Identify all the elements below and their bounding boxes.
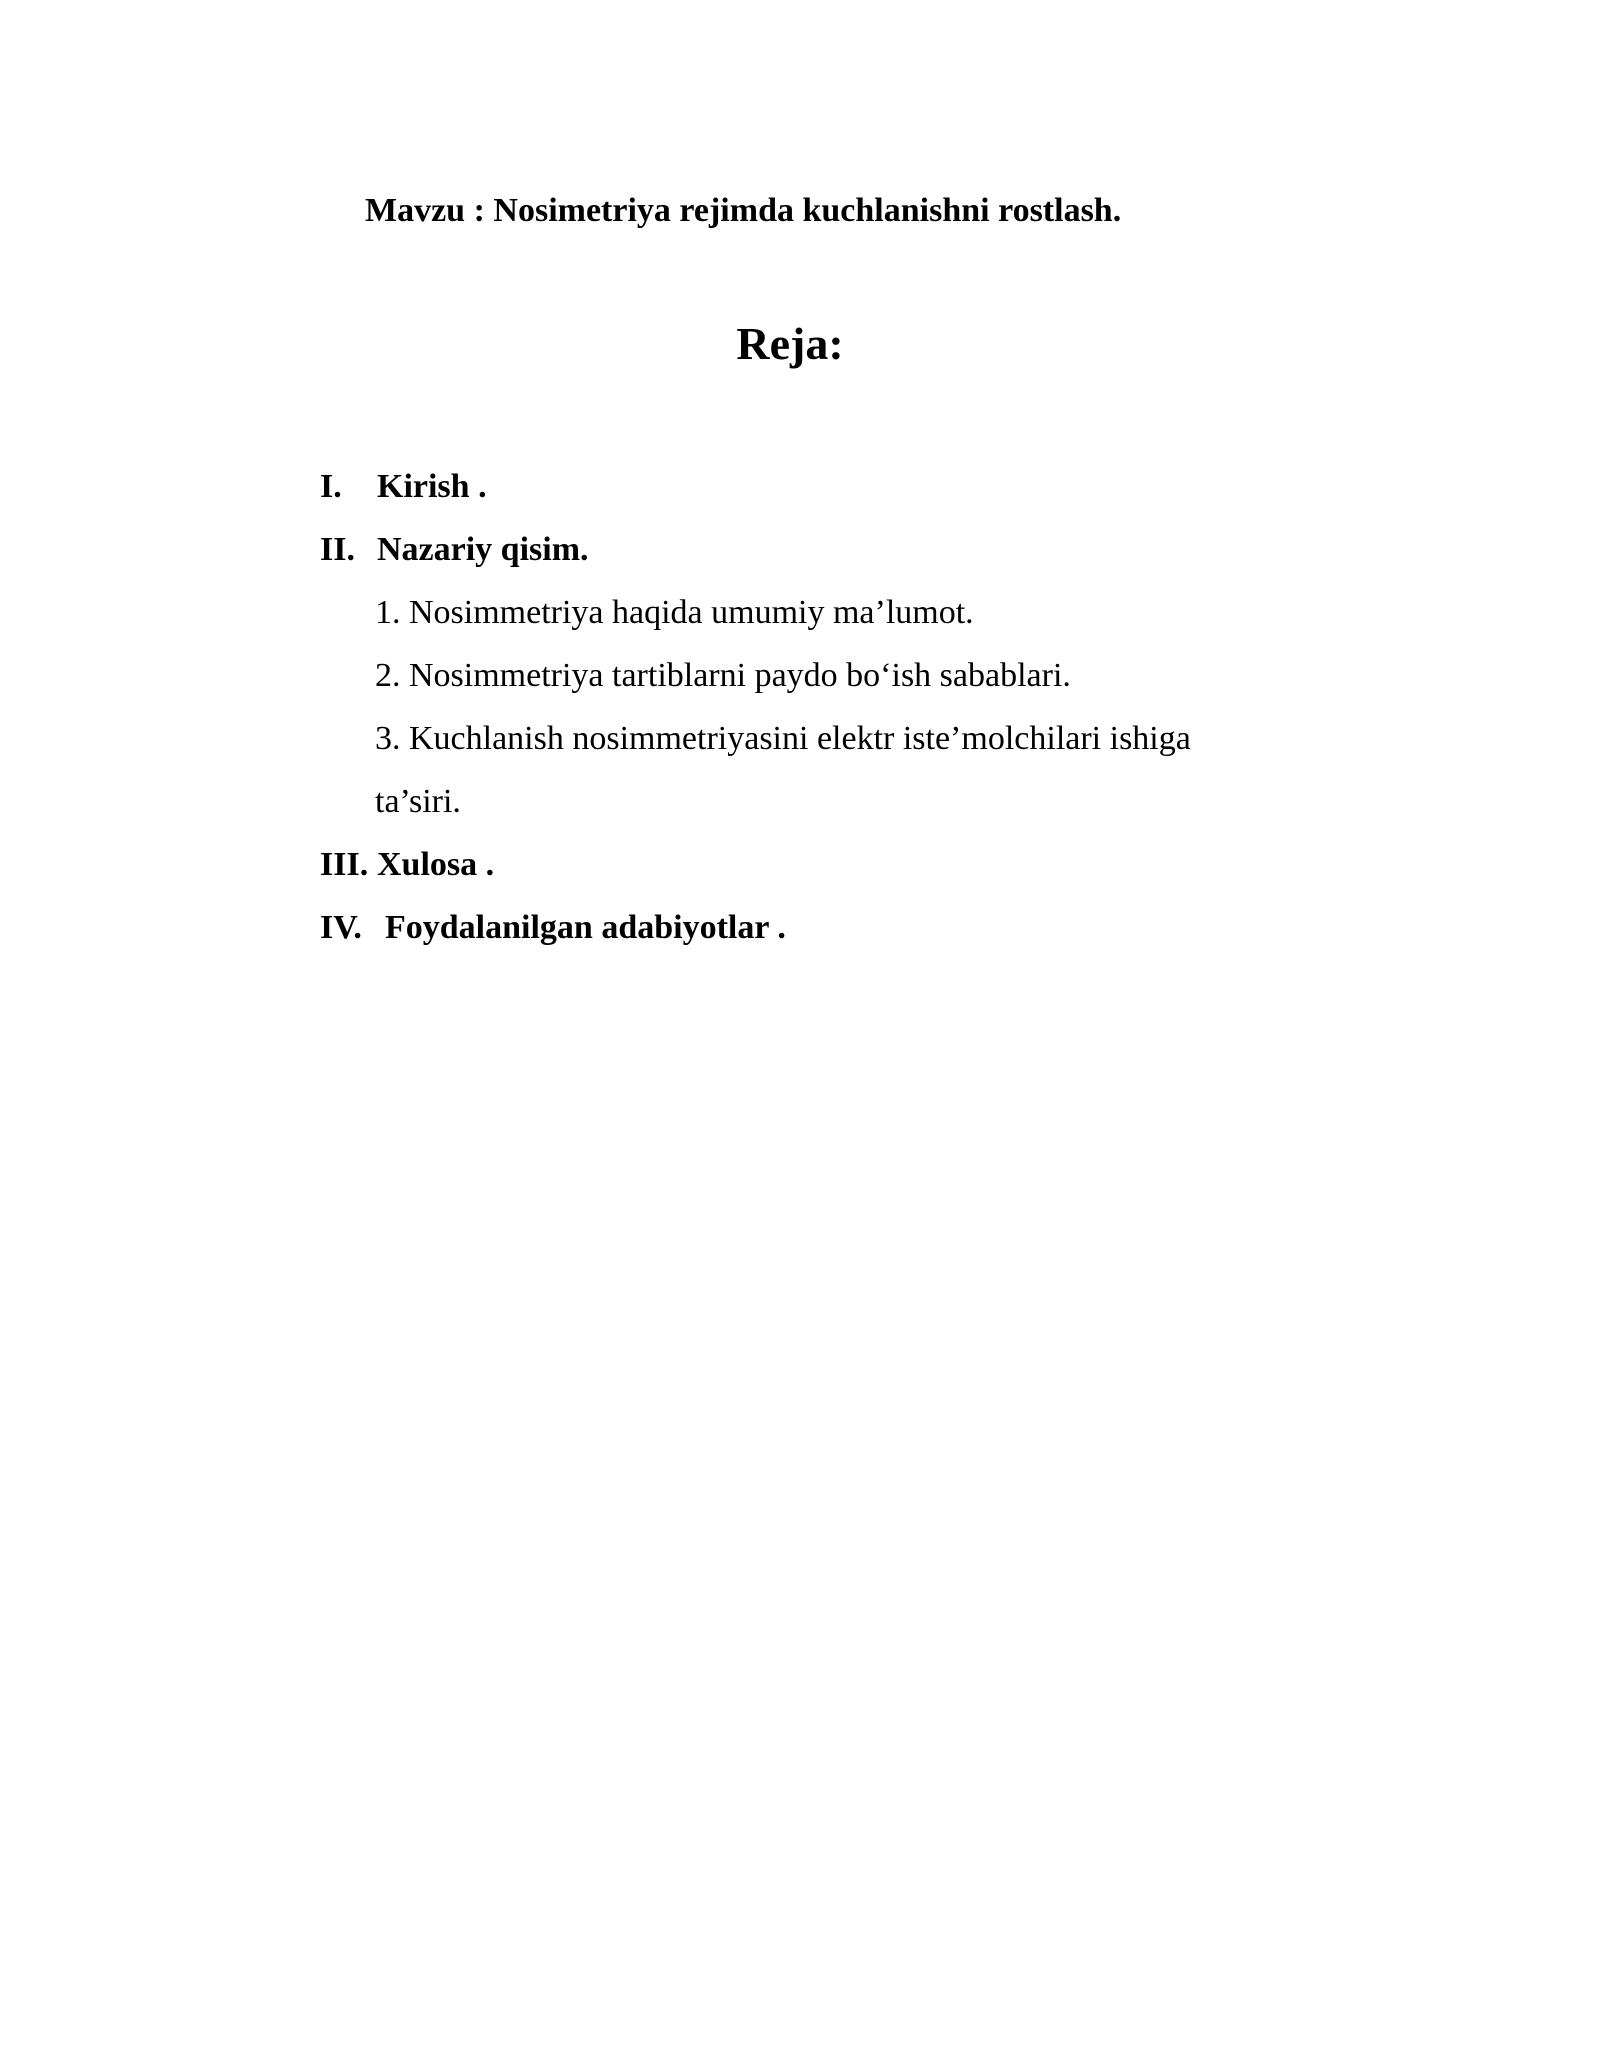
outline-subitem [320,588,1320,651]
outline-subitem [320,714,1320,777]
topic-title: Mavzu : Nosimetriya rejimda kuchlanishni rostlash. [365,192,1122,229]
outline-item-label: Kirish . [377,468,487,505]
outline-subitem-text: 1. Nosimmetriya haqida umumiy ma’lumot. [375,594,974,631]
plan-outline [320,462,1320,966]
outline-item-introduction [320,462,1320,525]
outline-numeral: I. [320,468,342,505]
outline-item-conclusion [320,840,1320,903]
outline-subitem-continuation [320,777,1320,840]
outline-item-references [320,903,1320,966]
outline-item-label: Nazariy qisim. [377,531,589,568]
plan-heading: Reja: [736,318,844,369]
outline-subitem-text: 2. Nosimmetriya tartiblarni paydo bo‘ish sabablari. [375,657,1071,694]
outline-item-label: Foydalanilgan adabiyotlar . [385,909,786,946]
outline-subitem-text: ta’siri. [375,783,461,820]
outline-subitem [320,651,1320,714]
outline-numeral: II. [320,531,355,568]
outline-numeral: IV. [320,909,362,946]
outline-item-label: Xulosa . [377,846,495,883]
outline-item-theory [320,525,1320,588]
outline-numeral: III. [320,846,369,883]
outline-subitem-text: 3. Kuchlanish nosimmetriyasini elektr iste’molchilari ishiga [375,720,1191,757]
